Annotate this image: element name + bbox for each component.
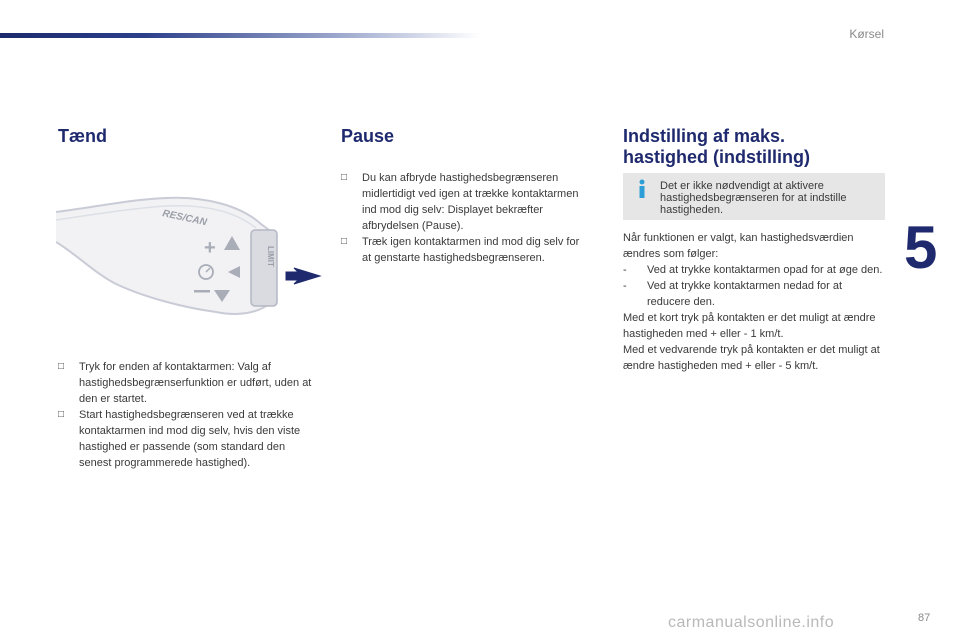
chapter-number: 5 bbox=[904, 214, 938, 281]
info-text: Det er ikke nødvendigt at aktivere hastighedsbegrænseren for at indstille hastigheden. bbox=[660, 180, 847, 216]
list-item bbox=[58, 407, 320, 471]
list-item-text: Start hastighedsbegrænseren ved at trække kontaktarmen ind mod dig selv, hvis den viste hastighed er passende (som standard den senest programmerede hastighed). bbox=[79, 409, 301, 469]
minus-symbol bbox=[194, 290, 210, 293]
res-can-label: RES/CAN bbox=[161, 208, 208, 229]
title-line-1: Indstilling af maks. bbox=[623, 126, 786, 146]
intro-text: Når funktionen er valgt, kan hastighedsværdien ændres som følger: bbox=[623, 232, 854, 260]
paragraph: Med et vedvarende tryk på kontakten er det muligt at ændre hastigheden med + eller - 5 km/t. bbox=[623, 344, 880, 372]
watermark: carmanualsonline.info bbox=[668, 614, 835, 631]
svg-text:LIMIT: LIMIT bbox=[266, 246, 275, 267]
stalk-end-button bbox=[251, 230, 277, 306]
list-item-text: Ved at trykke kontaktarmen nedad for at reducere den. bbox=[647, 280, 843, 308]
info-icon bbox=[635, 179, 649, 199]
push-arrow-icon bbox=[286, 268, 320, 284]
checkbox-icon: □ bbox=[58, 361, 65, 372]
info-box bbox=[623, 173, 885, 220]
list-item-text: Tryk for enden af kontaktarmen: Valg af hastighedsbegrænserfunktion er udført, uden at den er startet. bbox=[79, 361, 312, 405]
plus-symbol: + bbox=[204, 237, 216, 259]
section-label: Kørsel bbox=[849, 27, 884, 41]
list-item-text: Træk igen kontaktarmen ind mod dig selv for at genstarte hastighedsbegrænseren. bbox=[362, 236, 580, 264]
col2-bullets bbox=[341, 170, 591, 266]
section-title-taend: Tænd bbox=[58, 126, 107, 146]
list-item-text: Du kan afbryde hastighedsbegrænseren midlertidigt ved igen at trække kontaktarmen ind mod dig selv: Displayet bekræfter afbrydelsen (Pause). bbox=[362, 172, 579, 232]
list-item: - Ved at trykke kontaktarmen nedad for at reducere den. bbox=[623, 280, 843, 308]
title-line-2: hastighed (indstilling) bbox=[623, 147, 810, 167]
list-item bbox=[341, 234, 591, 266]
col1-bullets bbox=[58, 359, 320, 471]
header-gradient-bar bbox=[0, 33, 480, 38]
stalk-illustration bbox=[56, 192, 322, 322]
section-title-indstilling bbox=[623, 126, 810, 168]
list-item bbox=[58, 359, 320, 407]
paragraph: Med et kort tryk på kontakten er det muligt at ændre hastigheden med + eller - 1 km/t. bbox=[623, 312, 876, 340]
col3-body bbox=[623, 230, 885, 374]
list-item: - Ved at trykke kontaktarmen opad for at øge den. bbox=[623, 264, 883, 276]
page-number: 87 bbox=[918, 612, 931, 624]
checkbox-icon: □ bbox=[58, 409, 65, 420]
checkbox-icon: □ bbox=[341, 236, 348, 247]
list-item-text: Ved at trykke kontaktarmen opad for at øge den. bbox=[647, 264, 883, 276]
section-title-pause: Pause bbox=[341, 126, 395, 146]
list-item bbox=[341, 170, 591, 234]
checkbox-icon: □ bbox=[341, 172, 348, 183]
